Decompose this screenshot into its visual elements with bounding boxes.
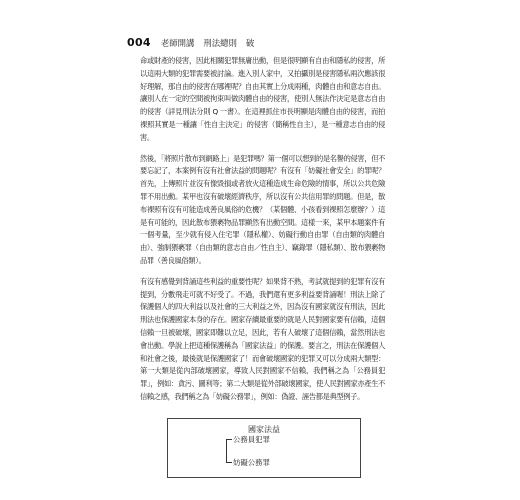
diagram-item-public-official-crime: 公務員犯罪: [233, 435, 270, 444]
diagram-item-obstruction-crime: 妨礙公務罪: [233, 458, 270, 467]
header-book-title: 刑法總則: [203, 38, 237, 48]
branch-line-top: [227, 439, 232, 440]
page-number: 004: [127, 36, 151, 49]
header-volume: 破: [245, 38, 255, 48]
state-interest-diagram: [167, 418, 361, 478]
paragraph-3: 有沒有感覺到背誦這些利益的重要性呢？如果背不熟，考試就提到的犯罪有沒有提到，分數飛走可就不好受了。不過，我們還有更多利益要背誦喔！刑法上除了保護個人的四大利益以及社會的三大利益之外，因為沒有國家就沒有刑法，因此刑法也保護國家本身的存在。國家存續最重要的就是人民對國家要有信賴，這個信賴一旦被破壞，國家即難以立足，因此，若有人破壞了這個信賴，當然刑法也會出動。學說上把這種保護稱為「國家法益」的保護。要言之，刑法在保護個人和社會之後，最後就是保護國家了！而會破壞國家的犯罪又可以分成兩大類型：第一大類是從內部破壞國家，導致人民對國家不信賴，我們稱之為「公務員犯罪」，例如：貪污、圖利等；第二大類是從外部破壞國家，使人民對國家亦產生不信賴之感，我們稱之為「妨礙公務罪」，例如：偽證、誣告都是典型例子。: [140, 276, 385, 401]
paragraph-2: 然後，「將照片散布到網路上」是犯罪嗎？第一個可以想到的是名譽的侵害，但不要忘記了，本案例有沒有社會法益的問題呢？有沒有「妨礙社會安全」的罪呢？首先，上傳照片並沒有像毀損或者放火這種造成生命危險的情事，所以公共危險罪不用出動。某甲也沒有破壞經濟秩序，所以沒有公共信用罪的問題。但是，散布裸照有沒有可能造成善良風俗的危機？（某個體、小孩看到裸照怎麼辦？）這是有可能的，因此散布猥褻物品罪顯然有出動空間。這樣一來，某甲本題案件有一個考量，至少就有侵入住宅罪（隱私權）、妨礙行動自由罪（自由類的肉體自由）、強制猥褻罪（自由類的意志自由／性自主）、竊錄罪（隱私類）、散布猥褻物品罪（善良風俗類）。: [140, 153, 385, 265]
paragraph-1: 命或財產的侵害，因此相關犯罪無庸出動，但是很明顯有自由和隱私的侵害，所以這兩大類的犯罪需要被討論。進入別人家中，又拍攝別是侵害隱私兩次應該很好理解，那自由的侵害在哪裡呢？自由其實上分成兩種，肉體自由和意志自由。讓別人在一定的空間被拘束叫做肉體自由的侵害，使別人無法作決定是意志自由的侵害（詳見刑法分則 Q 一書）。在這裡抓住市長明顯是肉體自由的侵害，而拍裸照其實是一種讓「性自主決定」的侵害（簡稱性自主），是一種意志自由的侵害。: [140, 56, 385, 142]
body-text: [140, 55, 385, 404]
branch-line-bottom: [227, 462, 232, 463]
diagram-title: 國家法益: [248, 425, 280, 434]
running-header: [127, 36, 263, 50]
header-series: 老師開講: [160, 38, 195, 48]
